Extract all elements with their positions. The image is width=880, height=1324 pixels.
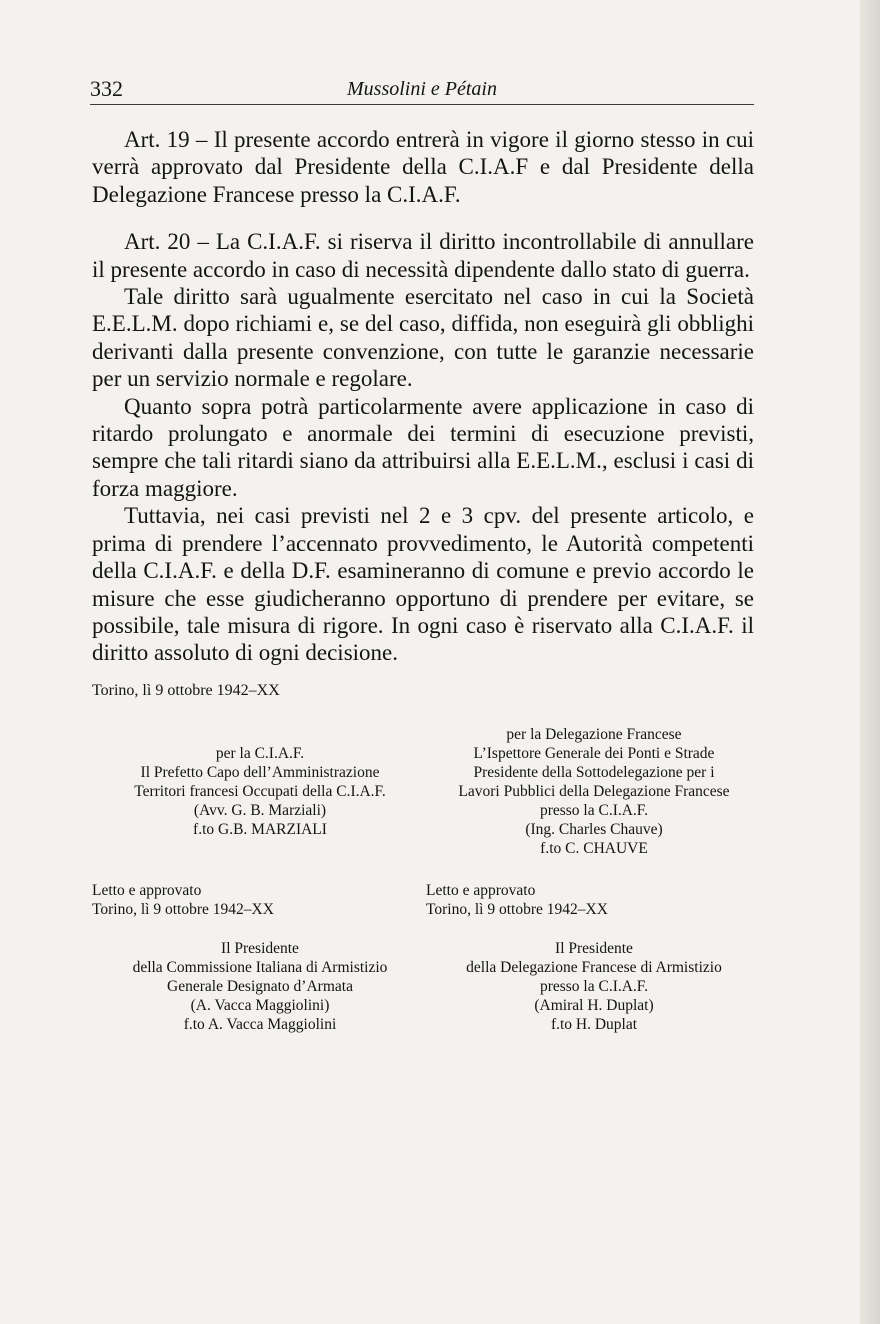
signature-line: Lavori Pubblici della Delegazione Francese (458, 783, 730, 800)
signature-block-delegazione-francese (424, 939, 764, 1034)
signature-block-ciaf (92, 744, 428, 839)
signature-line: (Ing. Charles Chauve) (525, 821, 663, 838)
signature-line: f.to H. Duplat (550, 1016, 638, 1033)
signature-line: presso la C.I.A.F. (539, 802, 649, 819)
running-title: Mussolini e Pétain (347, 78, 497, 100)
approval-line: Torino, lì 9 ottobre 1942–XX (92, 901, 274, 918)
signature-line: f.to G.B. MARZIALI (193, 821, 327, 838)
signature-line: Territori francesi Occupati della C.I.A.F. (134, 783, 386, 800)
approval-line: Letto e approvato (426, 882, 536, 899)
signature-line: Il Prefetto Capo dell’Amministrazione (140, 764, 380, 781)
signature-line: f.to C. CHAUVE (540, 840, 648, 857)
paragraph: Tale diritto sarà ugualmente esercitato nel caso in cui la Società E.E.L.M. dopo richiami e, se del caso, diffida, non eseguirà gli obblighi derivanti dalla presente convenzione, con tutte le garanzie necessarie per un servizio normale e regolare. (92, 284, 754, 392)
signature-line: (Amiral H. Duplat) (534, 997, 654, 1014)
paragraph: Tuttavia, nei casi previsti nel 2 e 3 cpv. del presente articolo, e prima di prendere l’accennato provvedimento, le Autorità competenti della C.I.A.F. e della D.F. esamineranno di comune e previo accordo le misure che esse giudicheranno opportuno di prendere per evitare, se possibile, tale misura di rigore. In ogni caso è riservato alla C.I.A.F. il diritto assoluto di ogni decisione. (92, 503, 754, 666)
signature-line: (A. Vacca Maggiolini) (190, 997, 330, 1014)
paragraph-art-20: Art. 20 – La C.I.A.F. si riserva il diritto incontrollabile di annullare il presente accordo in caso di necessità dipendente dallo stato di guerra. (92, 229, 754, 282)
paragraph-art-19: Art. 19 – Il presente accordo entrerà in vigore il giorno stesso in cui verrà approvato dal Presidente della C.I.A.F e dal Presidente della Delegazione Francese presso la C.I.A.F. (92, 127, 754, 207)
page-number: 332 (90, 76, 123, 101)
signature-line: L’Ispettore Generale dei Ponti e Strade (473, 745, 715, 762)
approval-line: Letto e approvato (92, 882, 202, 899)
signature-line: Generale Designato d’Armata (167, 978, 353, 995)
signature-block-delegazione (424, 725, 764, 858)
signature-line: Il Presidente (221, 940, 299, 957)
signature-line: per la C.I.A.F. (215, 745, 305, 762)
signature-line: (Avv. G. B. Marziali) (193, 802, 327, 819)
signature-line: presso la C.I.A.F. (539, 978, 649, 995)
signature-line: della Delegazione Francese di Armistizio (466, 959, 722, 976)
signature-line: Presidente della Sottodelegazione per i (473, 764, 715, 781)
body-text (92, 126, 754, 667)
paragraph: Quanto sopra potrà particolarmente avere applicazione in caso di ritardo prolungato e anormale dei termini di esecuzione previsti, sempre che tali ritardi siano da attribuirsi alla E.E.L.M., esclusi i casi di forza maggiore. (92, 393, 754, 501)
approval-line: Torino, lì 9 ottobre 1942–XX (426, 901, 608, 918)
signature-line: della Commissione Italiana di Armistizio (132, 959, 388, 976)
signature-line: Il Presidente (555, 940, 633, 957)
page-edge (860, 0, 880, 1324)
approval-block-right (426, 881, 608, 919)
signature-line: f.to A. Vacca Maggiolini (183, 1016, 337, 1033)
page-header (90, 74, 754, 104)
signature-line: per la Delegazione Francese (506, 726, 682, 743)
header-rule (90, 104, 754, 105)
signature-block-commissione-italiana (92, 939, 428, 1034)
approval-block-left (92, 881, 274, 919)
dateline: Torino, lì 9 ottobre 1942–XX (92, 682, 280, 699)
